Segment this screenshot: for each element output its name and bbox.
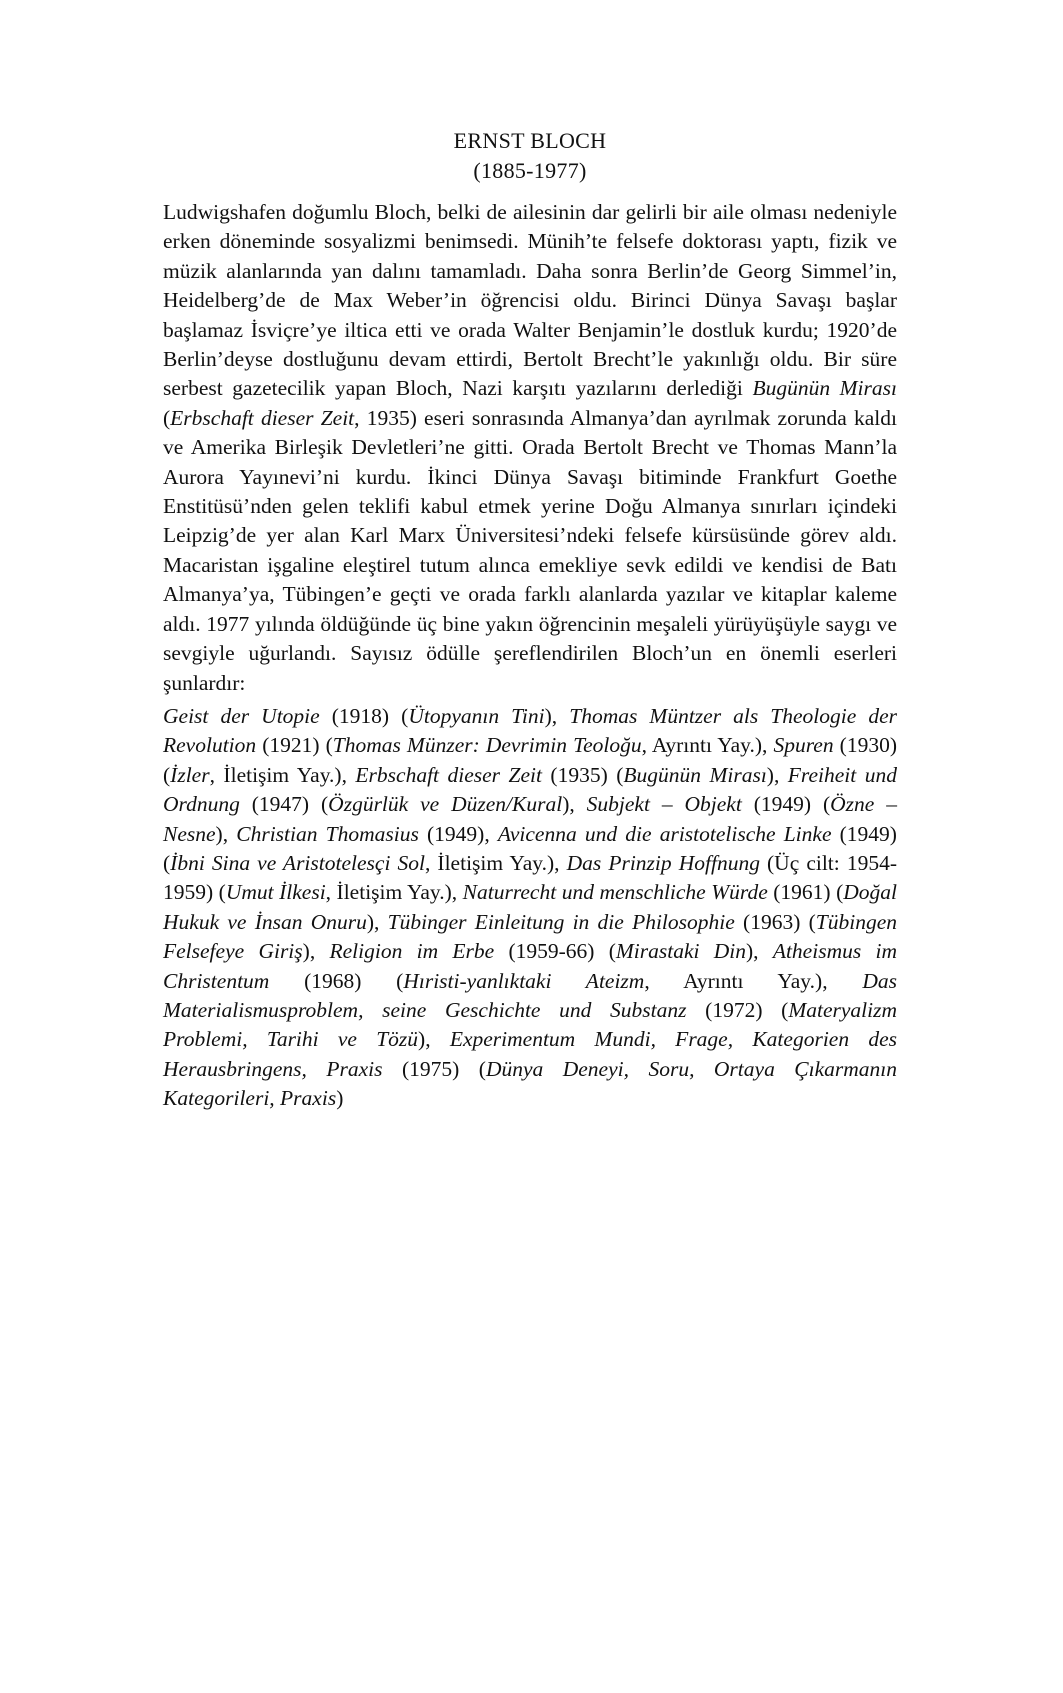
text-run: ( xyxy=(163,405,171,430)
italic-title-run: Naturrecht und menschliche Würde xyxy=(462,880,768,905)
biography-body xyxy=(163,198,897,1114)
italic-title-run: Tübinger Einleitung in die Philosophie xyxy=(387,909,735,934)
italic-title-run: Materyalizm Problemi, Tarihi ve Tözü xyxy=(163,997,898,1052)
italic-title-run: Erbschaft dieser Zeit xyxy=(170,405,355,430)
text-run: (1918) ( xyxy=(319,703,409,728)
text-run: (1975) ( xyxy=(382,1056,486,1081)
text-run: ), xyxy=(215,821,237,846)
italic-title-run: Experimentum Mundi, Frage, Kategorien des Herausbringens, Praxis xyxy=(163,1027,897,1081)
works-list-paragraph xyxy=(163,702,897,1114)
italic-title-run: Atheismus im Christentum xyxy=(163,939,897,993)
italic-title-run: Geist der Utopie xyxy=(163,703,320,728)
italic-title-run: Ütopyanın Tini xyxy=(408,703,545,728)
italic-title-run: Doğal Hukuk ve İnsan Onuru xyxy=(163,880,897,934)
italic-title-run: Mirastaki Din xyxy=(615,939,747,964)
text-run: (1949) ( xyxy=(741,792,831,817)
italic-title-run: Özgürlük ve Düzen/Kural xyxy=(328,792,563,817)
author-heading xyxy=(163,126,897,186)
italic-title-run: Christian Thomasius xyxy=(236,821,419,846)
text-run: ), xyxy=(746,939,773,964)
italic-title-run: Hıristi-yanlıktaki Ateizm xyxy=(403,968,645,993)
text-run: , İletişim Yay.), xyxy=(424,850,567,875)
italic-title-run: Özne – Nesne xyxy=(163,792,897,846)
italic-title-run: İbni Sina ve Aristotelesçi Sol xyxy=(170,850,425,875)
italic-title-run: Avicenna und die aristotelische Linke xyxy=(497,821,832,846)
text-run: ) xyxy=(336,1086,344,1111)
italic-title-run: Tübingen Felsefeye Giriş xyxy=(163,909,897,964)
text-run: , İletişim Yay.), xyxy=(325,880,463,905)
italic-title-run: Das Materialismusproblem, seine Geschichte und Substanz xyxy=(163,968,897,1022)
italic-title-run: Bugünün Mirası xyxy=(752,376,897,401)
text-run: (1949), xyxy=(418,821,498,846)
text-run: ), xyxy=(562,792,587,817)
text-run: , İletişim Yay.), xyxy=(209,762,356,787)
text-run: Ludwigshafen doğumlu Bloch, belki de ailesinin dar gelirli bir aile olması nedeniyle erken döneminde sosyalizmi benimsedi. Münih’te felsefe doktorası yaptı, fizik ve müzik alanlarında yan dalını tamamladı. Daha sonra Berlin’de Georg Simmel’in, Heidelberg’de de Max Weber’in öğrencisi oldu. Birinci Dünya Savaşı başlar başlamaz İsviçre’ye iltica etti ve orada Walter Benjamin’le dostluk kurdu; 1920’de Berlin’deyse dostluğunu devam ettirdi, Bertolt Brecht’le yakınlığı oldu. Bir süre serbest gazetecilik yapan Bloch, Nazi karşıtı yazılarını derlediği xyxy=(163,200,897,401)
text-run: (Üç cilt: 1954-1959) ( xyxy=(163,850,897,905)
text-run: (1968) ( xyxy=(269,968,404,993)
text-run: (1961) ( xyxy=(767,880,844,905)
biography-paragraph xyxy=(163,198,897,698)
text-run: , 1935) eseri sonrasında Almanya’dan ayrılmak zorunda kaldı ve Amerika Birleşik Devletleri’ne gitti. Orada Bertolt Brecht ve Thomas Mann’la Aurora Yayınevi’ni kurdu. İkinci Dünya Savaşı bitiminde Frankfurt Goethe Enstitüsü’nden gelen teklifi kabul etmek yerine Doğu Almanya sınırları içindeki Leipzig’de yer alan Karl Marx Üniversitesi’ndeki felsefe kürsüsünde görev aldı. Macaristan işgaline eleştirel tutum alınca emekliye sevk edildi ve kendisi de Batı Almanya’ya, Tübingen’e geçti ve orada farklı alanlarda yazılar ve kitaplar kaleme aldı. 1977 yılında öldüğünde üç bine yakın öğrencinin meşaleli yürüyüşüyle saygı ve sevgiyle uğurlandı. Sayısız ödülle şereflendirilen Bloch’un en önemli eserleri şunlardır: xyxy=(163,405,897,695)
italic-title-run: Spuren xyxy=(773,733,834,758)
italic-title-run: Erbschaft dieser Zeit xyxy=(355,762,542,787)
text-run: (1949) ( xyxy=(163,821,897,875)
text-run: ), xyxy=(544,703,570,728)
text-run: , Ayrıntı Yay.), xyxy=(641,733,774,758)
text-run: , Ayrıntı Yay.), xyxy=(644,968,863,993)
author-name: ERNST BLOCH xyxy=(453,128,607,153)
italic-title-run: Thomas Münzer: Devrimin Teoloğu xyxy=(332,733,642,758)
text-run: (1921) ( xyxy=(256,733,333,758)
text-run: ), xyxy=(766,762,788,787)
italic-title-run: İzler xyxy=(170,762,210,787)
italic-title-run: Bugünün Mirası xyxy=(623,762,767,787)
italic-title-run: Subjekt – Objekt xyxy=(586,792,742,817)
text-run: (1963) ( xyxy=(734,909,816,934)
text-run: ), xyxy=(418,1027,450,1052)
italic-title-run: Freiheit und Ordnung xyxy=(163,762,897,817)
italic-title-run: Umut İlkesi xyxy=(225,880,326,905)
italic-title-run: Dünya Deneyi, Soru, Ortaya Çıkarmanın Kategorileri, Praxis xyxy=(163,1056,898,1111)
text-run: (1935) ( xyxy=(541,762,624,787)
text-run: ), xyxy=(366,909,388,934)
text-run: (1930) ( xyxy=(163,733,897,787)
text-run: (1972) ( xyxy=(686,997,789,1022)
italic-title-run: Das Prinzip Hoffnung xyxy=(566,850,760,875)
italic-title-run: Religion im Erbe xyxy=(329,939,495,964)
text-run: (1959-66) ( xyxy=(494,939,616,964)
author-dates: (1885-1977) xyxy=(473,158,587,183)
text-run: ), xyxy=(302,939,330,964)
text-run: (1947) ( xyxy=(239,792,329,817)
italic-title-run: Thomas Müntzer als Theologie der Revolution xyxy=(163,703,898,758)
